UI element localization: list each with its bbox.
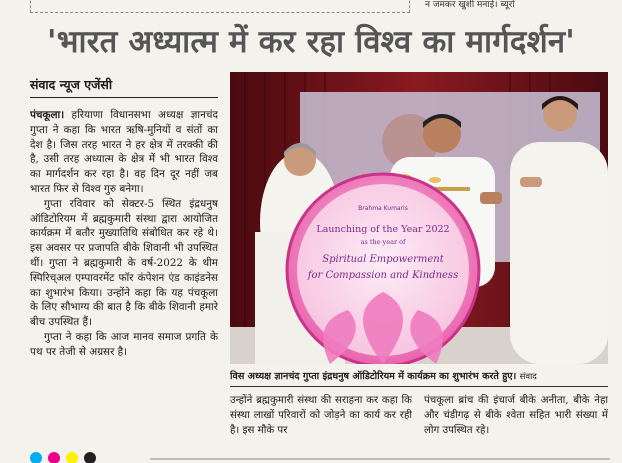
bottom-rule xyxy=(150,458,610,460)
banner-org: Brahma Kumaris xyxy=(358,205,408,212)
article-column-left xyxy=(30,108,218,448)
event-photo-illustration xyxy=(230,72,608,364)
event-photo xyxy=(230,72,608,364)
paragraph-1 xyxy=(30,108,218,197)
top-strip xyxy=(0,0,622,14)
launch-banner xyxy=(287,174,479,364)
banner-line-2: as the year of xyxy=(360,238,406,246)
registration-mark-cyan xyxy=(30,452,42,463)
banner-line-4: for Compassion and Kindness xyxy=(307,270,459,281)
article-column-right: पंचकूला ब्रांच की इंचार्ज बीके अनीता, बीके नेहा और चंडीगढ़ से बीके श्वेता सहित भारी संख्या में लोग उपस्थित रहे। xyxy=(424,395,608,436)
dateline: पंचकूला। xyxy=(30,109,65,121)
previous-article-fragment: न जमकर खुशी मनाई। ब्यूरो xyxy=(425,0,515,10)
caption-text: विस अध्यक्ष ज्ञानचंद गुप्ता इंद्रधनुष ऑडिटोरियम में कार्यक्रम का शुभारंभ करते हुए। xyxy=(230,371,517,382)
print-registration-marks xyxy=(30,452,96,463)
registration-mark-yellow xyxy=(66,452,78,463)
registration-mark-black xyxy=(84,452,96,463)
paragraph-1-text: हरियाणा विधानसभा अध्यक्ष ज्ञानचंद गुप्ता ने कहा कि भारत ऋषि-मुनियों व संतों का देश है। जिस तरह भारत ने हर क्षेत्र में तरक्की की है, उसी तरह अध्यात्म के क्षेत्र में भी भारत विश्व का मार्गदर्शन कर रहा है। वह दिन दूर नहीं जब भारत फिर से विश्व गुरु बनेगा। xyxy=(30,109,218,195)
caption-credit: संवाद xyxy=(519,372,537,382)
registration-mark-magenta xyxy=(48,452,60,463)
banner-line-1: Launching of the Year 2022 xyxy=(316,224,450,235)
banner-line-3: Spiritual Empowerment xyxy=(322,254,444,265)
article-column-middle: उन्होंने ब्रह्मकुमारी संस्था की सराहना कर कहा कि संस्था लाखों परिवारों को जोड़ने का कार्य कर रही है। इस मौके पर xyxy=(230,395,412,436)
photo-caption xyxy=(230,367,608,387)
previous-article-box xyxy=(30,0,410,13)
paragraph-3: गुप्ता ने कहा कि आज मानव समाज प्रगति के पथ पर तेजी से अग्रसर है। xyxy=(30,330,218,358)
paragraph-2: गुप्ता रविवार को सेक्टर-5 स्थित इंद्रधनुष ऑडिटोरियम में ब्रह्मकुमारी संस्था द्वारा आयोजित कार्यक्रम में बतौर मुख्यातिथि संबोधित कर रहे थे। इस अवसर पर प्रजापति बीके शिवानी भी उपस्थित थीं। गुप्ता ने ब्रह्मकुमारी के वर्ष-2022 के थीम स्पिरिच्अल एम्पावरमेंट फॉर कंपेशन एंड काइंडनेस का शुभारंभ किया। उन्होंने कहा कि यह पंचकूला के लिए सौभाग्य की बात है कि बीके शिवानी हमारे बीच उपस्थित हैं। xyxy=(30,197,218,329)
byline: संवाद न्यूज एजेंसी xyxy=(30,76,218,98)
headline: 'भारत अध्यात्म में कर रहा विश्व का मार्गदर्शन' xyxy=(47,24,575,60)
